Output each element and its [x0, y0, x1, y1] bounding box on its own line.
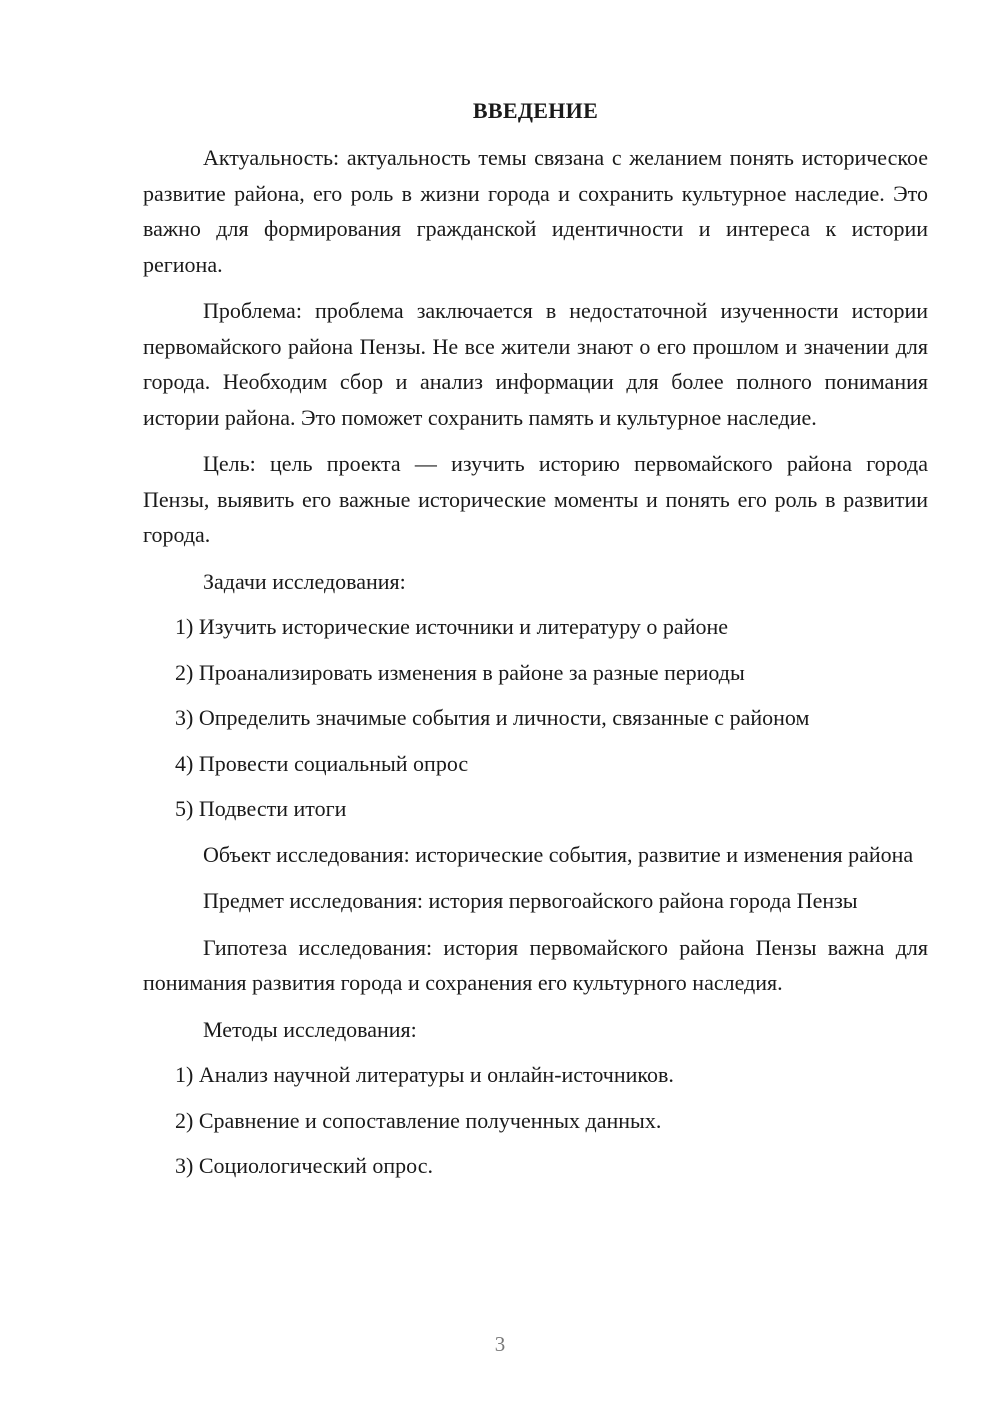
- relevance-paragraph: Актуальность: актуальность темы связана с желанием понять историческое развитие района, его роль в жизни города и сохранить культурное наследие. Это важно для формирования гражданской идентичности и интереса к истории региона.: [143, 145, 928, 277]
- goal-paragraph: Цель: цель проекта — изучить историю первомайского района города Пензы, выявить его важные исторические моменты и понять его роль в развитии города.: [143, 451, 928, 547]
- tasks-heading: Задачи исследования:: [203, 568, 406, 594]
- document-page: [143, 96, 928, 1194]
- task-item: 2) Проанализировать изменения в районе за разные периоды: [175, 659, 745, 685]
- object-paragraph: Объект исследования: исторические события, развитие и изменения района: [203, 841, 914, 867]
- task-item: 1) Изучить исторические источники и литературу о районе: [175, 614, 729, 639]
- task-item: 5) Подвести итоги: [175, 796, 347, 821]
- hypothesis-paragraph: Гипотеза исследования: история первомайского района Пензы важна для понимания развития города и сохранения его культурного наследия.: [143, 934, 928, 995]
- methods-heading: Методы исследования:: [203, 1016, 417, 1042]
- method-item: 2) Сравнение и сопоставление полученных данных.: [175, 1107, 662, 1133]
- page-title: ВВЕДЕНИЕ: [472, 98, 599, 123]
- method-item: 3) Социологический опрос.: [175, 1153, 433, 1178]
- subject-paragraph: Предмет исследования: история первогоайского района города Пензы: [203, 888, 858, 913]
- methods-list: [143, 1057, 928, 1184]
- task-item: 4) Провести социальный опрос: [175, 750, 469, 776]
- page-number: 3: [494, 1332, 506, 1356]
- problem-paragraph: Проблема: проблема заключается в недостаточной изученности истории первомайского района Пензы. Не все жители знают о его прошлом и значении для города. Необходим сбор и анализ информации для более полного понимания истории района. Это поможет сохранить память и культурное наследие.: [143, 298, 928, 430]
- tasks-list: [143, 609, 928, 827]
- method-item: 1) Анализ научной литературы и онлайн-источников.: [175, 1062, 674, 1087]
- task-item: 3) Определить значимые события и личности, связанные с районом: [175, 705, 810, 730]
